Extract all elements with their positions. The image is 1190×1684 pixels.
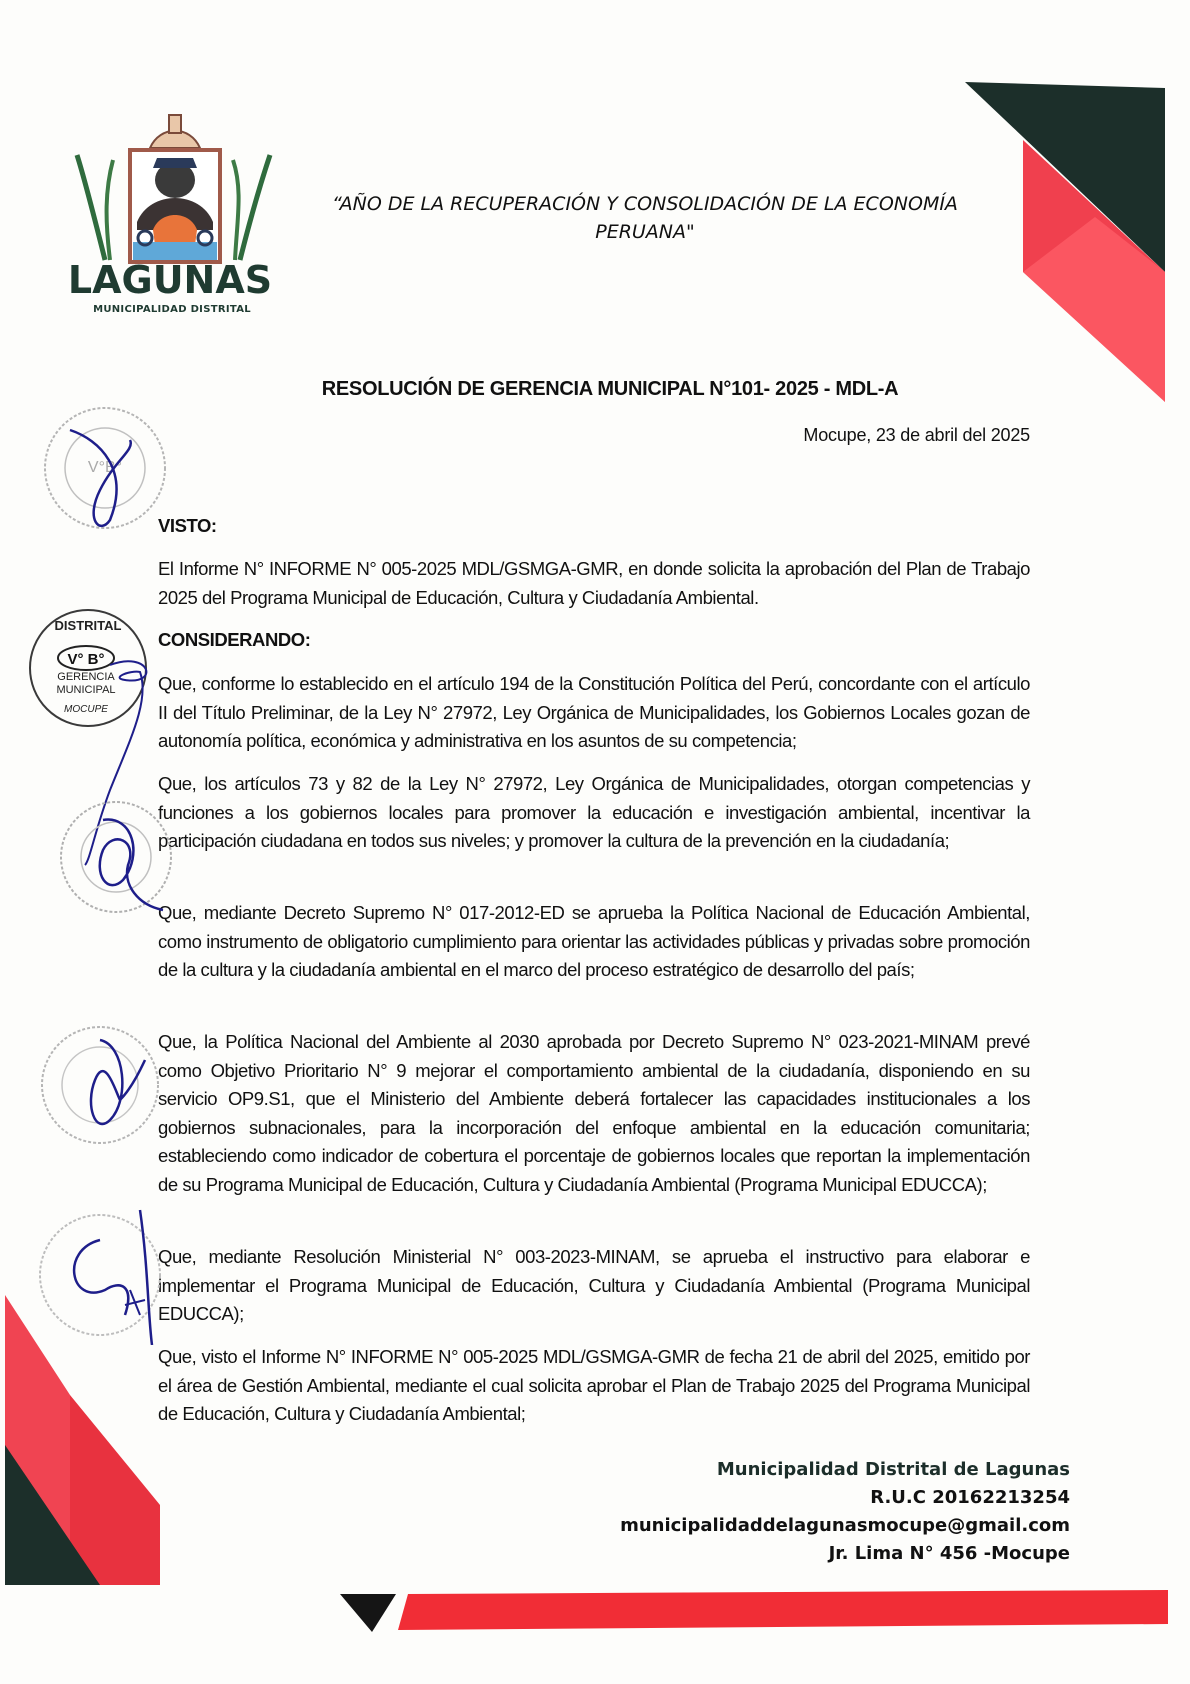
stamp-secretaria-signature — [48, 795, 188, 925]
logo-wordmark: LAGUNAS — [67, 258, 273, 302]
footer-ruc: R.U.C 20162213254 — [870, 1487, 1070, 1508]
considerando-paragraph-3: Que, mediante Decreto Supremo N° 017-2012-ED se aprueba la Política Nacional de Educación Ambiental, como instrumento de obligatorio cumplimiento para orientar las actividades públicas y privadas sobre promoción de la cultura y la ciudadanía ambiental en el marco del proceso estratégico de desarrollo del país; — [158, 902, 1030, 980]
stamp-asesoria-legal-signature — [30, 1020, 170, 1150]
municipal-logo — [65, 110, 285, 335]
footer-org-name: Municipalidad Distrital de Lagunas — [716, 1459, 1070, 1480]
stamp-alcaldia-signature — [30, 400, 180, 540]
svg-text:MUNICIPAL: MUNICIPAL — [56, 684, 116, 696]
considerando-heading: CONSIDERANDO: — [158, 629, 311, 650]
considerando-paragraph-2: Que, los artículos 73 y 82 de la Ley N° 27972, Ley Orgánica de Municipalidades, otorgan competencias y funciones a los gobiernos locales para promover la educación e investigación ambiental, incentivar la participación ciudadana en todos sus niveles; y promover la cultura de la prevención en la ciudadanía; — [158, 773, 1030, 851]
logo-subtitle: MUNICIPALIDAD DISTRITAL — [93, 304, 251, 315]
footer-email[interactable]: municipalidaddelagunasmocupe@gmail.com — [620, 1515, 1070, 1536]
visto-text: El Informe N° INFORME N° 005-2025 MDL/GSMGA-GMR, en donde solicita la aprobación del Plan de Trabajo 2025 del Programa Municipal de Educación, Cultura y Ciudadanía Ambiental. — [158, 558, 1030, 608]
svg-text:V°B°: V°B° — [87, 459, 123, 476]
svg-text:GERENCIA: GERENCIA — [57, 671, 115, 683]
corner-decoration-top-right — [965, 82, 1170, 402]
considerando-paragraph-1: Que, conforme lo establecido en el artículo 194 de la Constitución Política del Perú, concordante con el artículo II del Título Preliminar, de la Ley N° 27972, Ley Orgánica de Municipalidades, los Gobiernos Locales gozan de autonomía política, económica y administrativa en los asuntos de su competencia; — [158, 673, 1030, 751]
svg-text:MOCUPE: MOCUPE — [64, 704, 108, 715]
motto-line-2: PERUANA" — [595, 221, 695, 243]
considerando-paragraph-4: Que, la Política Nacional del Ambiente al 2030 aprobada por Decreto Supremo N° 023-2021-MINAM prevé como Objetivo Prioritario N° 9 mejorar el comportamiento ambiental de la ciudadanía, disponiendo en su servicio OP9.S1, que el Ministerio del Ambiente deberá fortalecer las capacidades institucionales a los gobiernos subnacionales, para la incorporación del enfoque ambiental en la educación comunitaria; estableciendo como indicador de cobertura el porcentaje de gobiernos locales que reportan la implementación de su Programa Municipal de Educación, Cultura y Ciudadanía Ambiental (Programa Municipal EDUCCA); — [158, 1031, 1030, 1195]
considerando-paragraph-5: Que, mediante Resolución Ministerial N° 003-2023-MINAM, se aprueba el instructivo para elaborar e implementar el Programa Municipal de Educación, Cultura y Ciudadanía Ambiental (Programa Municipal EDUCCA); — [158, 1246, 1030, 1324]
year-motto — [300, 190, 990, 246]
visto-heading: VISTO: — [158, 515, 217, 536]
footer-red-bar — [398, 1590, 1168, 1630]
resolution-title: RESOLUCIÓN DE GERENCIA MUNICIPAL N°101- 2025 - MDL-A — [321, 378, 899, 400]
stamp-bottom-signature — [30, 1205, 170, 1345]
municipal-crest-icon — [65, 110, 285, 270]
footer-address: Jr. Lima N° 456 -Mocupe — [828, 1543, 1070, 1564]
place-date: Mocupe, 23 de abril del 2025 — [803, 425, 1030, 445]
footer-triangle-decoration — [340, 1592, 400, 1632]
motto-line-1: “AÑO DE LA RECUPERACIÓN Y CONSOLIDACIÓN DE LA ECONOMÍA — [332, 193, 958, 215]
svg-text:V° B°: V° B° — [67, 651, 105, 668]
svg-text:DISTRITAL: DISTRITAL — [54, 618, 122, 633]
footer-contact — [620, 1456, 1070, 1568]
considerando-paragraph-6: Que, visto el Informe N° INFORME N° 005-2025 MDL/GSMGA-GMR de fecha 21 de abril del 2025, emitido por el área de Gestión Ambiental, mediante el cual solicita aprobar el Plan de Trabajo 2025 del Programa Municipal de Educación, Cultura y Ciudadanía Ambiental; — [158, 1346, 1030, 1424]
